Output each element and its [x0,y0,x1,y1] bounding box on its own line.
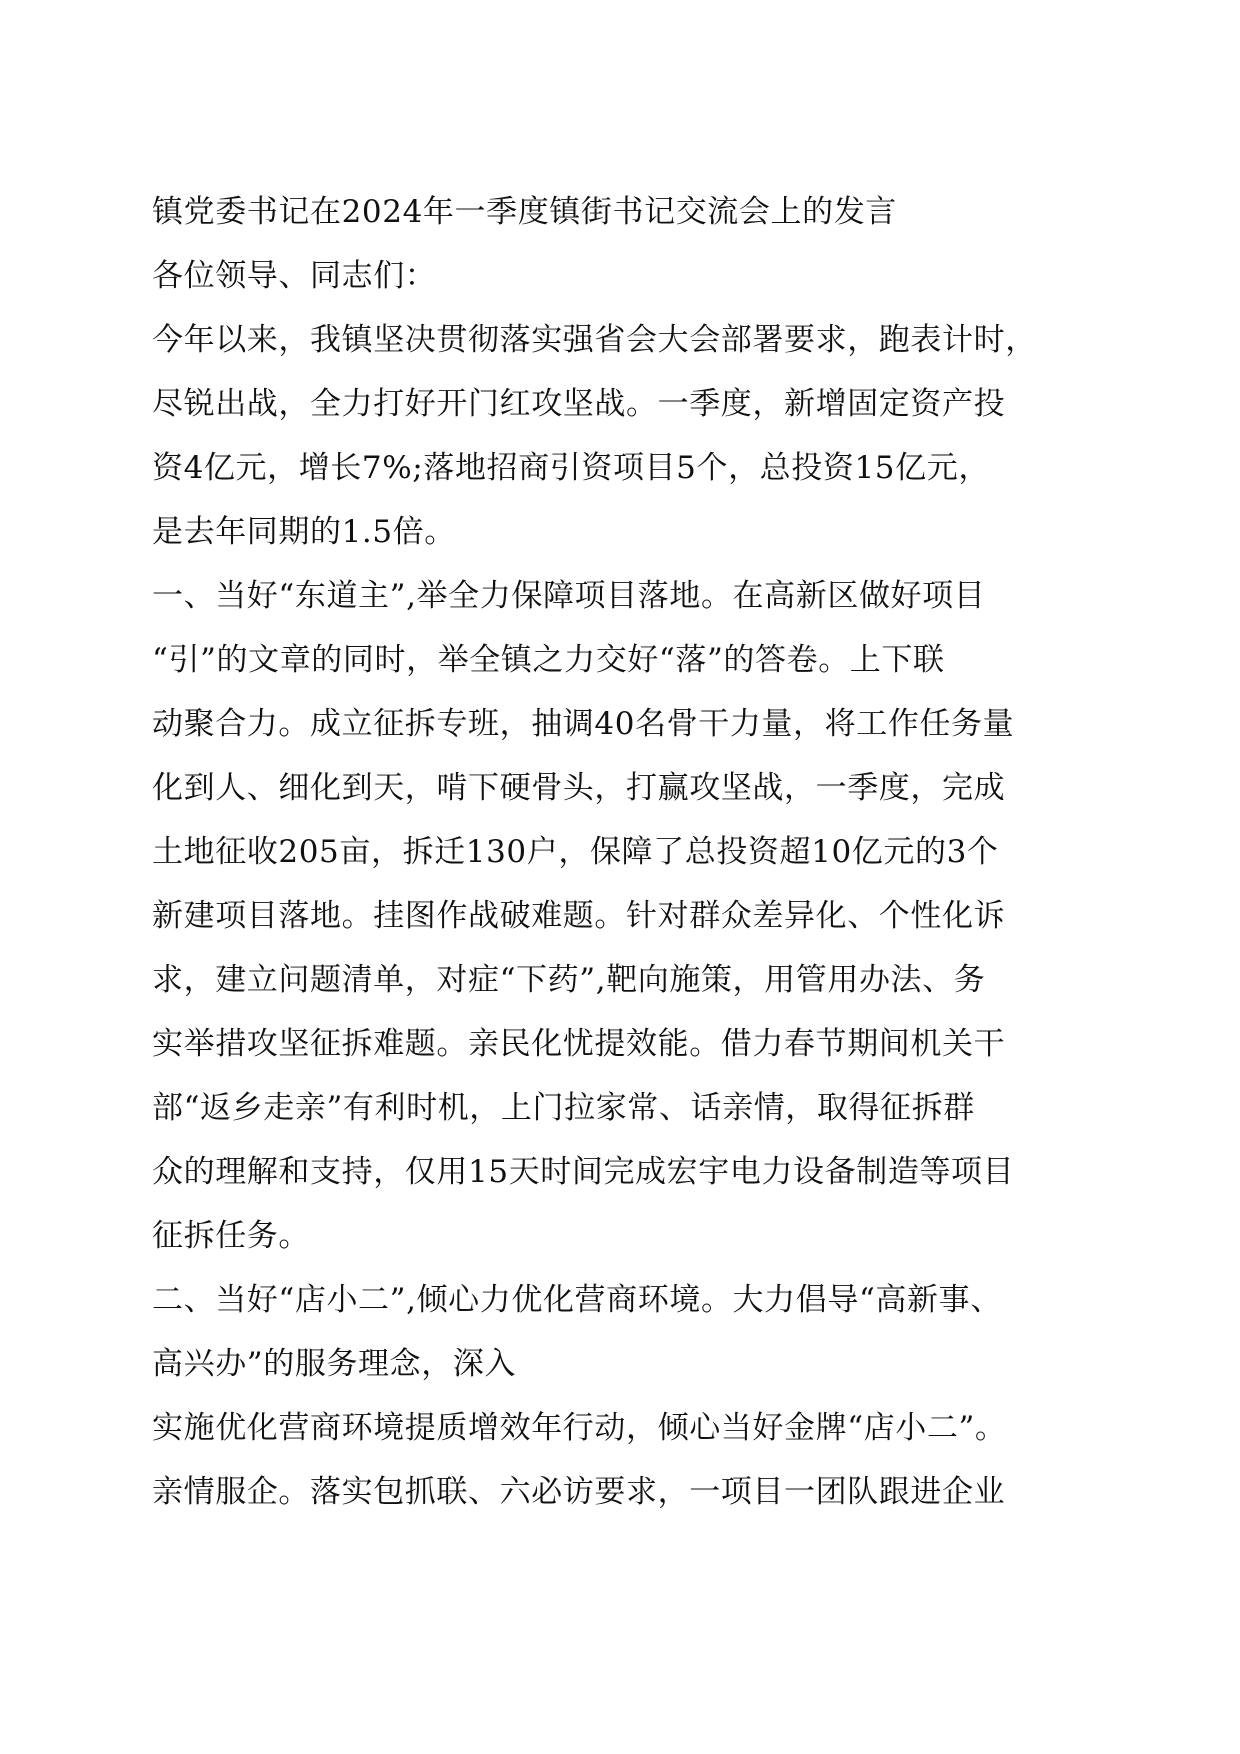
salutation: 各位领导、同志们： [152,258,437,294]
text-line: 征拆任务。 [152,1218,310,1254]
text-line: 众的理解和支持，仅用15天时间完成宏宇电力设备制造等项目 [152,1154,1015,1190]
text-line: 是去年同期的1.5倍。 [152,514,456,550]
text-line: 高兴办”的服务理念，深入 [152,1346,517,1382]
text-line: 求，建立问题清单，对症“下药”,靶向施策，用管用办法、务 [152,962,986,998]
text-line: 土地征收205亩，拆迁130户，保障了总投资超10亿元的3个 [152,834,999,870]
text-line: 实举措攻坚征拆难题。亲民化忧提效能。借力春节期间机关干 [152,1026,1006,1062]
text-line: 新建项目落地。挂图作战破难题。针对群众差异化、个性化诉 [152,898,1006,934]
text-line: 实施优化营商环境提质增效年行动，倾心当好金牌“店小二”。 [152,1410,1007,1446]
text-line: 化到人、细化到天，啃下硬骨头，打赢攻坚战，一季度，完成 [152,770,1006,806]
text-line: “引”的文章的同时，举全镇之力交好“落”的答卷。上下联 [152,642,945,678]
text-line: 亲情服企。落实包抓联、六必访要求，一项目一团队跟进企业 [152,1474,1006,1510]
text-line: 部“返乡走亲”有利时机，上门拉家常、话亲情，取得征拆群 [152,1090,975,1126]
section-heading-1: 一、当好“东道主”,举全力保障项目落地。在高新区做好项目 [152,578,986,614]
text-line: 尽锐出战，全力打好开门红攻坚战。一季度，新增固定资产投 [152,386,1006,422]
section-heading-2: 二、当好“店小二”,倾心力优化营商环境。大力倡导“高新事、 [152,1282,1002,1318]
document-title: 镇党委书记在2024年一季度镇街书记交流会上的发言 [152,194,897,230]
text-line: 动聚合力。成立征拆专班，抽调40名骨干力量，将工作任务量 [152,706,1015,742]
text-line: 今年以来，我镇坚决贯彻落实强省会大会部署要求，跑表计时， [152,322,1037,358]
text-line: 资4亿元，增长7%;落地招商引资项目5个，总投资15亿元， [152,450,990,486]
